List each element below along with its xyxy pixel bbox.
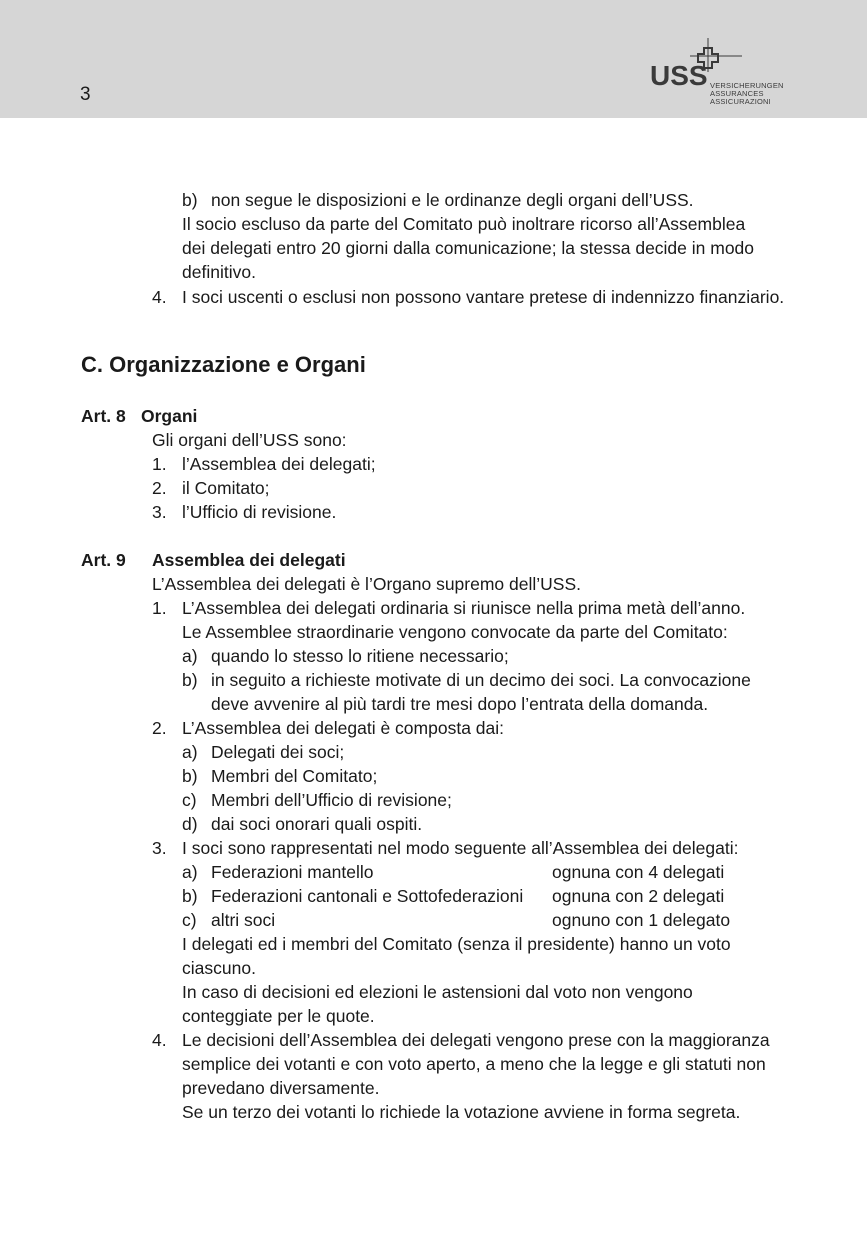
uss-logo (648, 36, 798, 116)
list-marker: d) (182, 814, 198, 834)
table-cell-value: ognuna con 2 delegati (552, 886, 725, 906)
page-number: 3 (80, 84, 91, 105)
list-marker: b) (182, 886, 198, 906)
paragraph-line: dei delegati entro 20 giorni dalla comunicazione; la stessa decide in modo (182, 238, 755, 258)
article-title: Organi (141, 406, 198, 426)
list-marker: 1. (152, 598, 167, 618)
paragraph-line: I delegati ed i membri del Comitato (senza il presidente) hanno un voto (182, 934, 731, 954)
list-marker: 2. (152, 478, 167, 498)
list-marker: 1. (152, 454, 167, 474)
list-item-text: Membri del Comitato; (211, 766, 378, 786)
table-cell-name: altri soci (211, 910, 276, 930)
paragraph-line: conteggiate per le quote. (182, 1006, 375, 1026)
paragraph-line: In caso di decisioni ed elezioni le astensioni dal voto non vengono (182, 982, 693, 1002)
list-marker: a) (182, 646, 198, 666)
paragraph-line: semplice dei votanti e con voto aperto, a meno che la legge e gli statuti non (182, 1054, 766, 1074)
paragraph-line: L’Assemblea dei delegati ordinaria si riunisce nella prima metà dell’anno. (182, 598, 746, 618)
list-marker: 4. (152, 1030, 167, 1050)
section-heading: C. Organizzazione e Organi (81, 352, 366, 377)
list-item-text: l’Ufficio di revisione. (182, 502, 337, 522)
list-marker: c) (182, 790, 197, 810)
list-marker: b) (182, 766, 198, 786)
table-cell-name: Federazioni mantello (211, 862, 374, 882)
list-item-text: in seguito a richieste motivate di un decimo dei soci. La convocazione (211, 670, 751, 690)
logo-line: VERSICHERUNGEN (710, 81, 784, 90)
paragraph-line: Il socio escluso da parte del Comitato può inoltrare ricorso all’Assemblea (182, 214, 746, 234)
article-label: Art. 8 (81, 406, 126, 426)
list-item-text: dai soci onorari quali ospiti. (211, 814, 423, 834)
list-item-text: Membri dell’Ufficio di revisione; (211, 790, 452, 810)
paragraph-line: L’Assemblea dei delegati è composta dai: (182, 718, 505, 738)
list-marker: b) (182, 670, 198, 690)
table-cell-name: Federazioni cantonali e Sottofederazioni (211, 886, 524, 906)
article-intro: Gli organi dell’USS sono: (152, 430, 347, 450)
logo-line: ASSICURAZIONI (710, 97, 771, 107)
list-marker: 4. (152, 287, 167, 307)
article-label: Art. 9 (81, 550, 126, 570)
paragraph-line: Le Assemblee straordinarie vengono convocate da parte del Comitato: (182, 622, 728, 642)
list-marker: a) (182, 862, 198, 882)
logo-line: ASSURANCES (710, 89, 764, 99)
list-marker: a) (182, 742, 198, 762)
paragraph-line: ciascuno. (182, 958, 256, 978)
article-title: Assemblea dei delegati (152, 550, 346, 570)
list-marker: 3. (152, 502, 167, 522)
list-item-text: I soci uscenti o esclusi non possono vantare pretese di indennizzo finanziario. (182, 287, 785, 307)
list-marker: 3. (152, 838, 167, 858)
logo-subtitle (710, 82, 784, 107)
list-item-text: quando lo stesso lo ritiene necessario; (211, 646, 509, 666)
list-item-text: deve avvenire al più tardi tre mesi dopo l’entrata della domanda. (211, 694, 709, 714)
paragraph-line: prevedano diversamente. (182, 1078, 380, 1098)
table-cell-value: ognuno con 1 delegato (552, 910, 731, 930)
paragraph-line: definitivo. (182, 262, 256, 282)
page-header (0, 0, 867, 118)
list-item-text: l’Assemblea dei delegati; (182, 454, 376, 474)
table-cell-value: ognuna con 4 delegati (552, 862, 725, 882)
list-item-text: non segue le disposizioni e le ordinanze degli organi dell’USS. (211, 190, 694, 210)
list-marker: c) (182, 910, 197, 930)
article-intro: L’Assemblea dei delegati è l’Organo supremo dell’USS. (152, 574, 581, 594)
paragraph-line: Se un terzo dei votanti lo richiede la votazione avviene in forma segreta. (182, 1102, 741, 1122)
list-marker: 2. (152, 718, 167, 738)
paragraph-line: I soci sono rappresentati nel modo seguente all’Assemblea dei delegati: (182, 838, 739, 858)
list-marker: b) (182, 190, 198, 210)
list-item-text: Delegati dei soci; (211, 742, 345, 762)
paragraph-line: Le decisioni dell’Assemblea dei delegati vengono prese con la maggioranza (182, 1030, 770, 1050)
list-item-text: il Comitato; (182, 478, 270, 498)
logo-wordmark: USS (650, 60, 708, 91)
